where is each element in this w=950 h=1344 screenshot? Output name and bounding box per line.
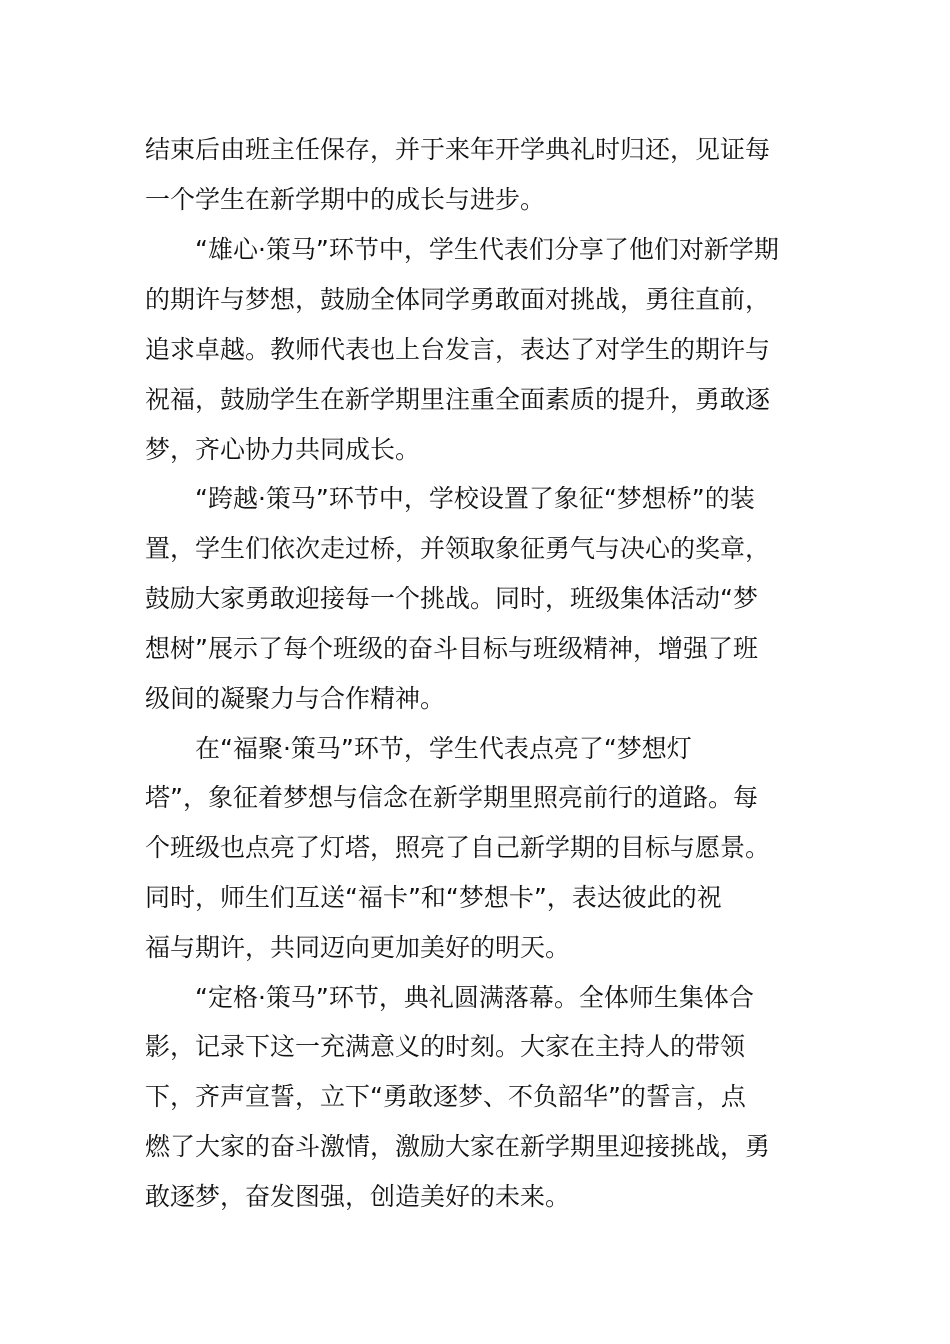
text-line: 追求卓越。教师代表也上台发言，表达了对学生的期许与 [145,335,771,364]
text-line: 影，记录下这一充满意义的时刻。大家在主持人的带领 [145,1032,746,1061]
text-line: 塔”，象征着梦想与信念在新学期里照亮前行的道路。每 [145,783,758,812]
text-line: 个班级也点亮了灯塔，照亮了自己新学期的目标与愿景。 [145,833,771,862]
text-line: 结束后由班主任保存，并于来年开学典礼时归还，见证每 [145,135,771,164]
text-line: “雄心·策马”环节中，学生代表们分享了他们对新学期 [145,235,779,264]
text-line: 一个学生在新学期中的成长与进步。 [145,185,546,214]
text-line: 祝福，鼓励学生在新学期里注重全面素质的提升，勇敢逐 [145,385,771,414]
text-line: 鼓励大家勇敢迎接每一个挑战。同时，班级集体活动“梦 [145,584,758,613]
text-line: 的期许与梦想，鼓励全体同学勇敢面对挑战，勇往直前， [145,285,771,314]
text-line: 福与期许，共同迈向更加美好的明天。 [145,933,571,962]
text-line: 置，学生们依次走过桥，并领取象征勇气与决心的奖章， [145,534,771,563]
text-line: “定格·策马”环节，典礼圆满落幕。全体师生集体合 [145,983,754,1012]
text-line: 想树”展示了每个班级的奋斗目标与班级精神，增强了班 [145,634,758,663]
text-line: “跨越·策马”环节中，学校设置了象征“梦想桥”的装 [145,484,755,513]
text-line: 敢逐梦，奋发图强，创造美好的未来。 [145,1182,571,1211]
text-line: 下，齐声宣誓，立下“勇敢逐梦、不负韶华”的誓言，点 [145,1082,746,1111]
text-line: 燃了大家的奋斗激情，激励大家在新学期里迎接挑战，勇 [145,1132,771,1161]
text-line: 梦，齐心协力共同成长。 [145,435,421,464]
text-line: 级间的凝聚力与合作精神。 [145,684,446,713]
text-line: 在“福聚·策马”环节，学生代表点亮了“梦想灯 [145,734,692,763]
text-line: 同时，师生们互送“福卡”和“梦想卡”，表达彼此的祝 [145,883,722,912]
